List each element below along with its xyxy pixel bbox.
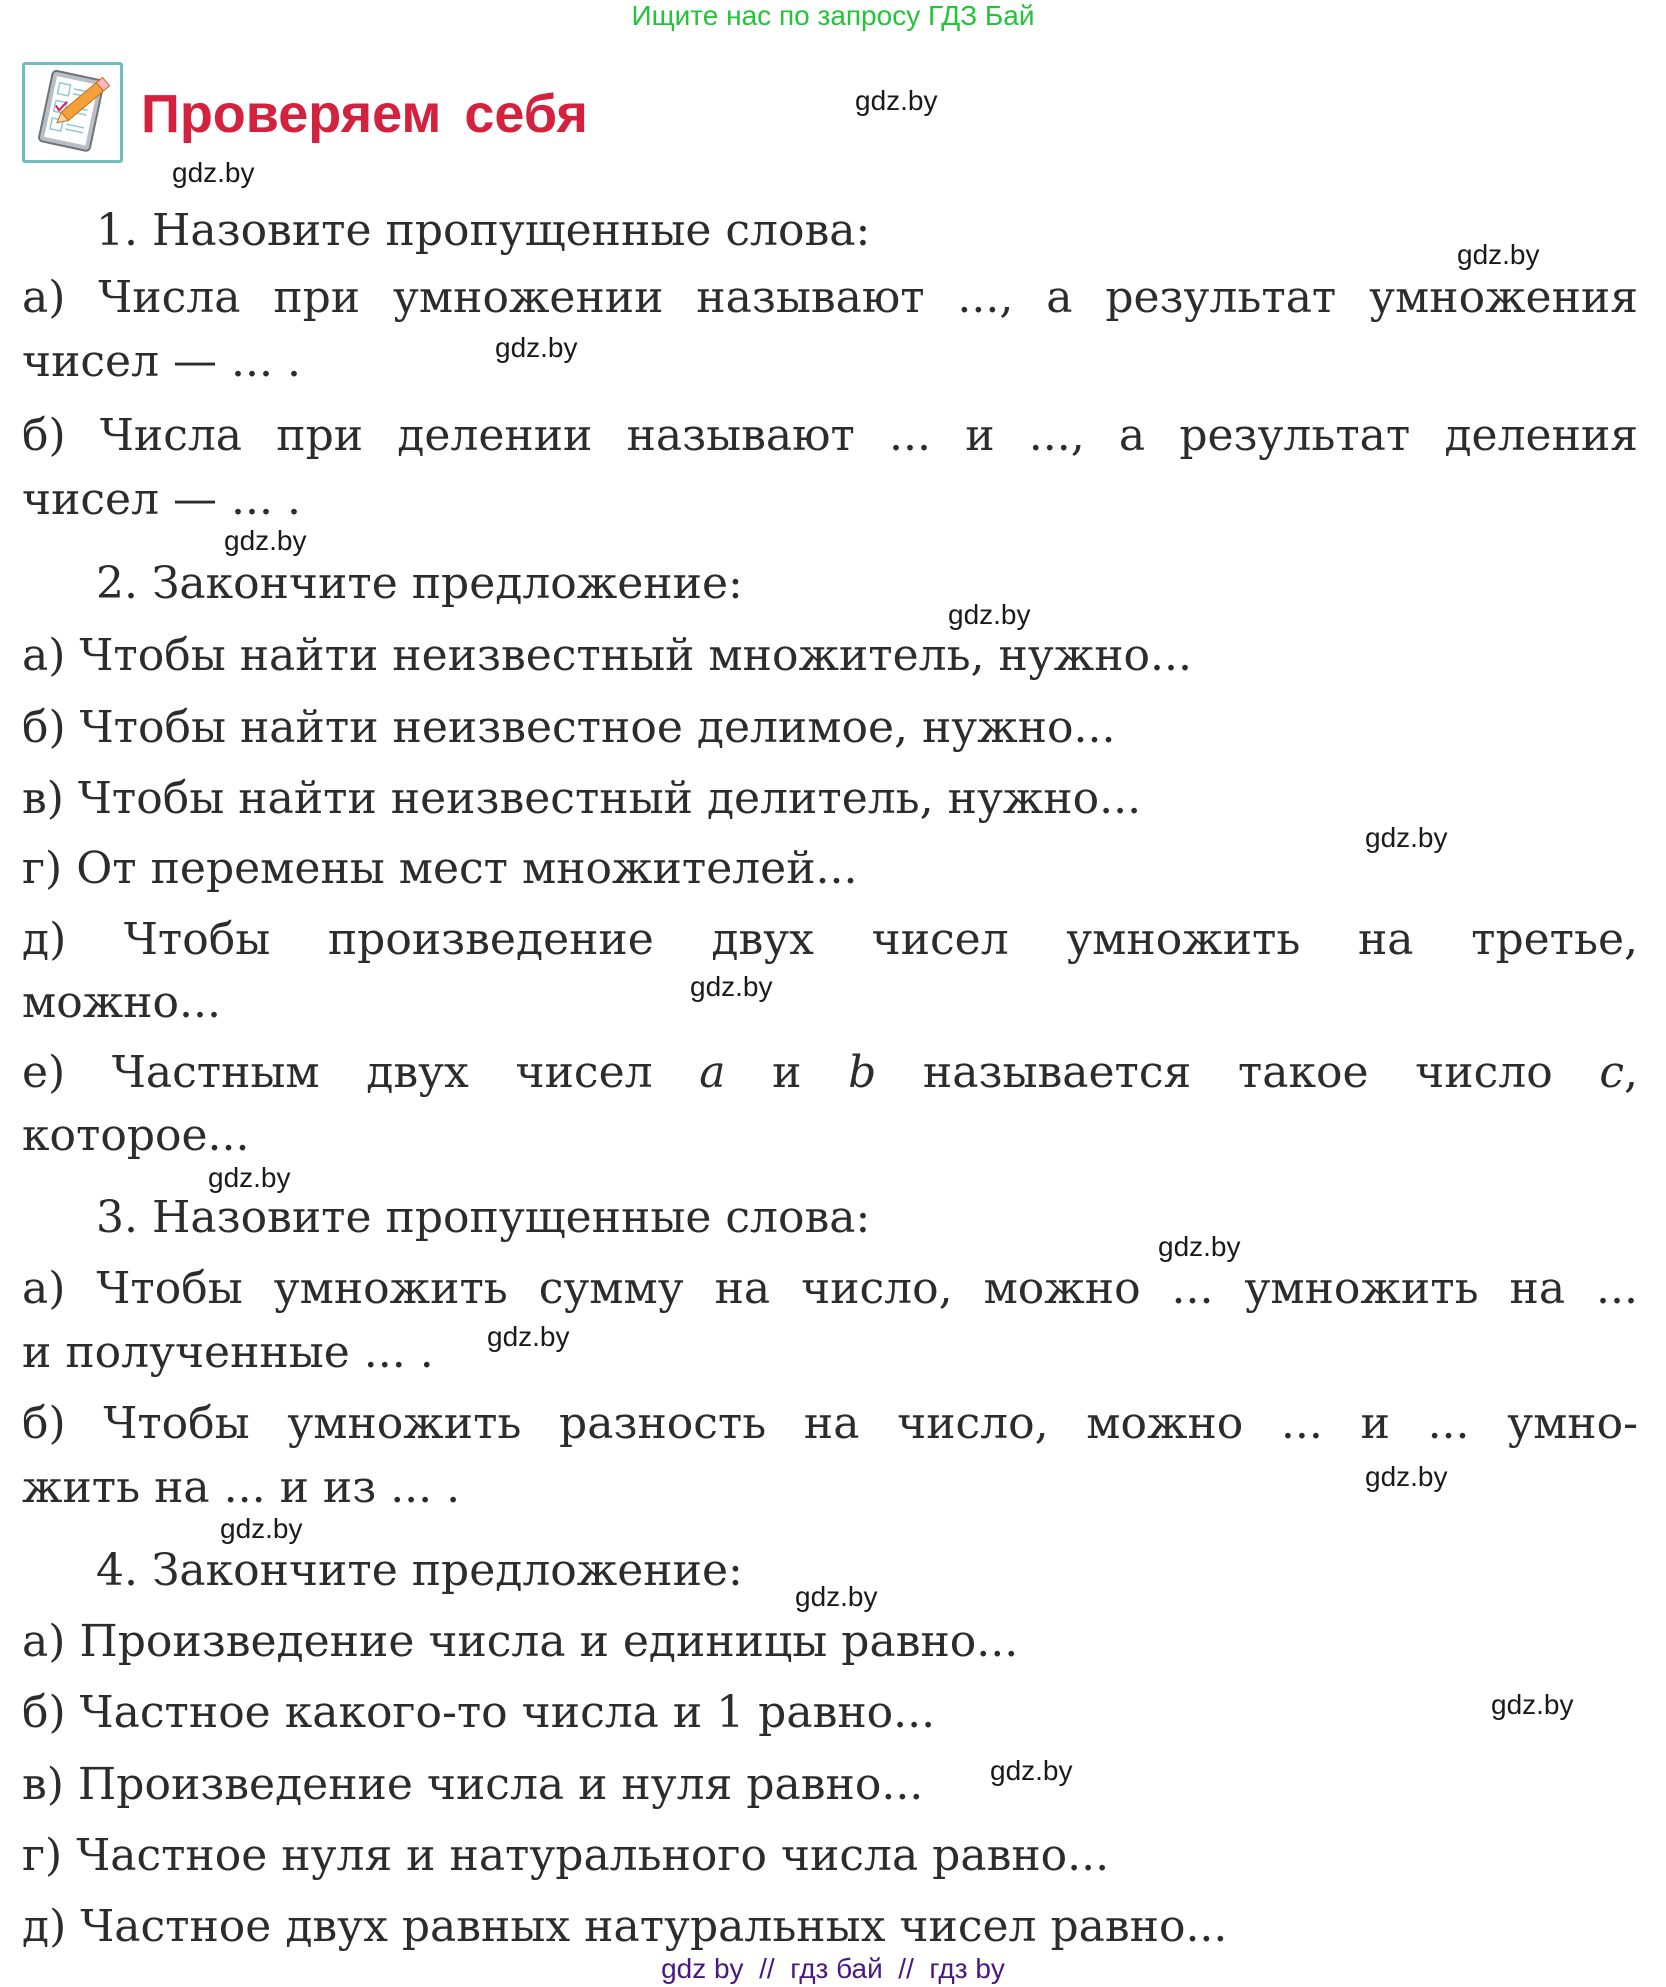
watermark: gdz.by bbox=[795, 1581, 878, 1612]
list-item: г) От перемены мест множителей... bbox=[22, 843, 858, 894]
section-heading: 2. Закончите предложение: bbox=[96, 558, 743, 609]
watermark: gdz.by bbox=[495, 332, 578, 363]
list-item: а) Чтобы найти неизвестный множитель, нужно... bbox=[22, 630, 1192, 681]
list-item-cont: чисел — ... . bbox=[22, 336, 301, 387]
section-heading: 1. Назовите пропущенные слова: bbox=[96, 205, 871, 256]
watermark: gdz.by bbox=[220, 1513, 303, 1544]
watermark: gdz.by bbox=[1365, 1461, 1448, 1492]
list-item bbox=[22, 1045, 1638, 1101]
list-item: а) Числа при умножении называют ..., а результат умножения bbox=[22, 272, 1638, 323]
list-item: а) Произведение числа и единицы равно... bbox=[22, 1616, 1019, 1667]
list-item: в) Произведение числа и нуля равно... bbox=[22, 1759, 924, 1810]
comma: , bbox=[1624, 1047, 1638, 1098]
list-item: а) Чтобы умножить сумму на число, можно ... умножить на ... bbox=[22, 1263, 1638, 1314]
list-item: б) Частное какого-то числа и 1 равно... bbox=[22, 1687, 936, 1738]
watermark: gdz.by bbox=[690, 971, 773, 1002]
watermark: gdz.by bbox=[990, 1755, 1073, 1786]
variable-c: c bbox=[1599, 1047, 1624, 1098]
item-text: называется такое число bbox=[922, 1047, 1553, 1098]
list-item: б) Чтобы умножить разность на число, можно ... и ... умно- bbox=[22, 1398, 1638, 1449]
list-item-cont: можно... bbox=[22, 977, 221, 1028]
list-item: б) Числа при делении называют ... и ..., а результат деления bbox=[22, 410, 1638, 461]
checklist-pencil-icon bbox=[22, 62, 123, 163]
watermark: gdz.by bbox=[224, 525, 307, 556]
section-heading: 4. Закончите предложение: bbox=[96, 1545, 743, 1596]
list-item-cont: жить на ... и из ... . bbox=[22, 1462, 461, 1513]
list-item: б) Чтобы найти неизвестное делимое, нужно... bbox=[22, 702, 1116, 753]
watermark: gdz.by bbox=[487, 1321, 570, 1352]
watermark: gdz.by bbox=[1457, 239, 1540, 270]
top-banner: Ищите нас по запросу ГДЗ Бай bbox=[631, 0, 1035, 31]
watermark: gdz.by bbox=[948, 599, 1031, 630]
watermark: gdz.by bbox=[208, 1162, 291, 1193]
footer-links: gdz by // гдз бай // гдз by bbox=[661, 1953, 1005, 1984]
item-text: е) Частным двух чисел bbox=[22, 1047, 653, 1098]
variable-b: b bbox=[848, 1047, 877, 1098]
list-item: в) Чтобы найти неизвестный делитель, нужно... bbox=[22, 773, 1142, 824]
watermark: gdz.by bbox=[172, 157, 255, 188]
watermark: gdz.by bbox=[1365, 822, 1448, 853]
list-item: д) Частное двух равных натуральных чисел равно... bbox=[22, 1901, 1228, 1952]
section-heading: 3. Назовите пропущенные слова: bbox=[96, 1192, 871, 1243]
list-item-cont: чисел — ... . bbox=[22, 474, 301, 525]
page-title: Проверяем себя bbox=[141, 84, 588, 144]
item-text bbox=[1599, 1047, 1638, 1098]
watermark: gdz.by bbox=[855, 85, 938, 116]
list-item: д) Чтобы произведение двух чисел умножить на третье, bbox=[22, 914, 1638, 965]
watermark: gdz.by bbox=[1491, 1689, 1574, 1720]
watermark: gdz.by bbox=[1158, 1231, 1241, 1262]
list-item-cont: которое... bbox=[22, 1110, 250, 1161]
item-text: и bbox=[772, 1047, 802, 1098]
variable-a: a bbox=[699, 1047, 726, 1098]
list-item-cont: и полученные ... . bbox=[22, 1327, 434, 1378]
list-item: г) Частное нуля и натурального числа равно... bbox=[22, 1830, 1110, 1881]
